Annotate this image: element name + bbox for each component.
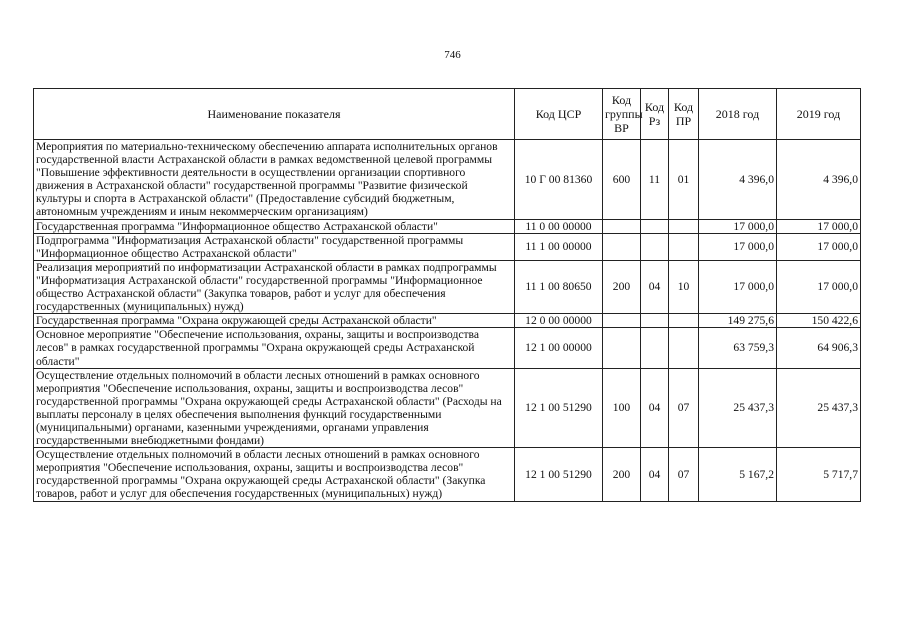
cell-name: Осуществление отдельных полномочий в области лесных отношений в рамках основного мероприятия "Обеспечение использования, охраны, защиты и воспроизводства лесов" государственной программы "Охрана окружающей среды Астраханской области" (Расходы на выплаты персоналу в целях обеспечения выполнения функций государственными (муниципальными) органами, казенными учреждениями, органами управления государственными внебюджетными фондами) — [34, 368, 515, 448]
header-rz: Код Рз — [641, 89, 669, 140]
cell-vr: 600 — [603, 140, 641, 220]
cell-csr: 10 Г 00 81360 — [515, 140, 603, 220]
table-row — [34, 260, 861, 313]
cell-name: Мероприятия по материально-техническому обеспечению аппарата исполнительных органов государственной власти Астраханской области в рамках ведомственной целевой программы "Повышение эффективности деятельности в осуществлении организации спортивного движения в Астраханской области" государственной программы "Развитие физической культуры и спорта в Астраханской области" (Предоставление субсидий бюджетным, автономным учреждениям и иным некоммерческим организациям) — [34, 140, 515, 220]
header-2019: 2019 год — [777, 89, 861, 140]
cell-csr: 12 0 00 00000 — [515, 314, 603, 328]
cell-2019: 150 422,6 — [777, 314, 861, 328]
cell-2019: 17 000,0 — [777, 260, 861, 313]
cell-rz — [641, 328, 669, 368]
header-vr: Код группы ВР — [603, 89, 641, 140]
cell-pr — [669, 314, 699, 328]
cell-name: Основное мероприятие "Обеспечение использования, охраны, защиты и воспроизводства лесов" в рамках государственной программы "Охрана окружающей среды Астраханской области" — [34, 328, 515, 368]
cell-2018: 17 000,0 — [699, 219, 777, 233]
cell-pr: 10 — [669, 260, 699, 313]
page-number: 746 — [444, 49, 461, 61]
cell-rz: 11 — [641, 140, 669, 220]
cell-2019: 64 906,3 — [777, 328, 861, 368]
cell-2018: 149 275,6 — [699, 314, 777, 328]
cell-pr — [669, 233, 699, 260]
cell-name: Осуществление отдельных полномочий в области лесных отношений в рамках основного мероприятия "Обеспечение использования, охраны, защиты и воспроизводства лесов" государственной программы "Охрана окружающей среды Астраханской области" (Закупка товаров, работ и услуг для обеспечения государственных (муниципальных) нужд) — [34, 448, 515, 501]
cell-2018: 4 396,0 — [699, 140, 777, 220]
table-header-row — [34, 89, 861, 140]
cell-csr: 12 1 00 51290 — [515, 448, 603, 501]
cell-rz — [641, 314, 669, 328]
cell-2018: 17 000,0 — [699, 260, 777, 313]
cell-rz: 04 — [641, 448, 669, 501]
cell-2018: 5 167,2 — [699, 448, 777, 501]
cell-vr — [603, 328, 641, 368]
cell-rz — [641, 219, 669, 233]
cell-2018: 17 000,0 — [699, 233, 777, 260]
cell-vr: 200 — [603, 260, 641, 313]
cell-csr: 12 1 00 00000 — [515, 328, 603, 368]
table-row — [34, 219, 861, 233]
cell-pr: 01 — [669, 140, 699, 220]
header-pr: Код ПР — [669, 89, 699, 140]
cell-vr: 100 — [603, 368, 641, 448]
cell-csr: 11 0 00 00000 — [515, 219, 603, 233]
cell-name: Государственная программа "Информационное общество Астраханской области" — [34, 219, 515, 233]
header-csr: Код ЦСР — [515, 89, 603, 140]
header-2018: 2018 год — [699, 89, 777, 140]
cell-2019: 17 000,0 — [777, 219, 861, 233]
budget-table — [33, 88, 861, 502]
cell-vr — [603, 314, 641, 328]
cell-rz: 04 — [641, 260, 669, 313]
cell-2019: 25 437,3 — [777, 368, 861, 448]
table-row — [34, 140, 861, 220]
cell-2019: 4 396,0 — [777, 140, 861, 220]
cell-2019: 5 717,7 — [777, 448, 861, 501]
table-row — [34, 314, 861, 328]
cell-name: Реализация мероприятий по информатизации Астраханской области в рамках подпрограммы "Информатизация Астраханской области" государственной программы "Информационное общество Астраханской области" (Закупка товаров, работ и услуг для обеспечения государственных (муниципальных) нужд) — [34, 260, 515, 313]
table-row — [34, 368, 861, 448]
cell-pr — [669, 219, 699, 233]
cell-pr — [669, 328, 699, 368]
cell-pr: 07 — [669, 448, 699, 501]
cell-pr: 07 — [669, 368, 699, 448]
cell-2019: 17 000,0 — [777, 233, 861, 260]
cell-vr — [603, 233, 641, 260]
cell-csr: 11 1 00 80650 — [515, 260, 603, 313]
cell-csr: 11 1 00 00000 — [515, 233, 603, 260]
cell-2018: 25 437,3 — [699, 368, 777, 448]
cell-rz: 04 — [641, 368, 669, 448]
cell-rz — [641, 233, 669, 260]
cell-vr: 200 — [603, 448, 641, 501]
table-row — [34, 233, 861, 260]
cell-name: Подпрограмма "Информатизация Астраханской области" государственной программы "Информационное общество Астраханской области" — [34, 233, 515, 260]
table-row — [34, 448, 861, 501]
cell-csr: 12 1 00 51290 — [515, 368, 603, 448]
cell-name: Государственная программа "Охрана окружающей среды Астраханской области" — [34, 314, 515, 328]
header-name: Наименование показателя — [34, 89, 515, 140]
table-row — [34, 328, 861, 368]
cell-vr — [603, 219, 641, 233]
cell-2018: 63 759,3 — [699, 328, 777, 368]
